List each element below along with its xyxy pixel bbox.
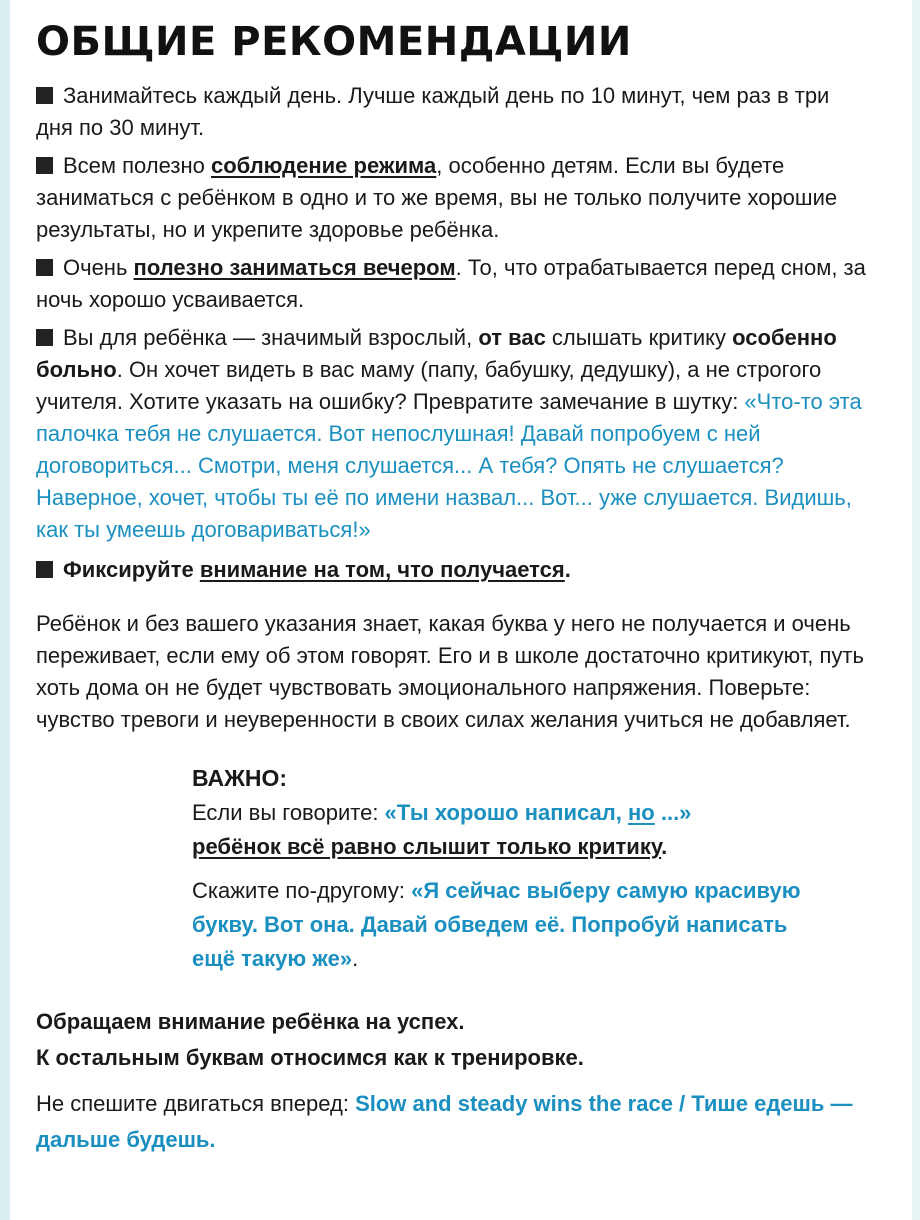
proverb: Slow and steady wins the race / Тише едешь — дальше будешь. — [36, 1091, 853, 1152]
important-header: ВАЖНО: — [192, 765, 288, 791]
page-edge-right — [912, 0, 920, 1220]
explanation-paragraph: Ребёнок и без вашего указания знает, какая буква у него не получается и очень переживает, если ему об этом говорят. Его и в школе достаточно критикуют, путь хоть дома он не будет чувствовать эмоционального напряжения. Поверьте: чувство тревоги и неуверенности в своих силах желания учиться не добавляет. — [36, 611, 864, 732]
emphasis-routine: соблюдение режима — [210, 153, 437, 178]
recommendation-evening: Очень полезно заниматься вечером. То, что отрабатывается перед сном, за ночь хорошо усваивается. — [36, 255, 866, 312]
emphasis-focus: внимание на том, что получается — [199, 557, 565, 582]
square-bullet-icon — [36, 87, 53, 104]
important-line-2: ребёнок всё равно слышит только критику. — [192, 834, 668, 859]
important-block — [192, 760, 870, 976]
page-edge-left — [0, 0, 10, 1220]
square-bullet-icon — [36, 561, 53, 578]
final-line-3: Не спешите двигаться вперед: Slow and steady wins the race / Тише едешь — дальше будешь. — [36, 1091, 853, 1152]
final-block — [36, 1004, 870, 1158]
page-title: ОБЩИЕ РЕКОМЕНДАЦИИ — [36, 19, 632, 65]
recommendation-routine: Всем полезно соблюдение режима, особенно детям. Если вы будете заниматься с ребёнком в одно и то же время, вы не только получите хорошие результаты, но и укрепите здоровье ребёнка. — [36, 153, 838, 242]
joke-quote: «Что-то эта палочка тебя не слушается. Вот непослушная! Давай попробуем с ней договориться... Смотри, меня слушается... А тебя? Опять не слушается? Наверное, хочет, чтобы ты её по имени назвал... Вот... уже слушается. Видишь, как ты умеешь договариваться!» — [36, 389, 862, 542]
final-line-2: К остальным буквам относимся как к тренировке. — [36, 1045, 584, 1070]
final-line-1: Обращаем внимание ребёнка на успех. — [36, 1009, 465, 1034]
recommendation-criticism: Вы для ребёнка — значимый взрослый, от вас слышать критику особенно больно. Он хочет видеть в вас маму (папу, бабушку, дедушку), а не строгого учителя. Хотите указать на ошибку? Превратите замечание в шутку: «Что-то эта палочка тебя не слушается. Вот непослушная! Давай попробуем с ней договориться... Смотри, меня слушается... А тебя? Опять не слушается? Наверное, хочет, чтобы ты её по имени назвал... Вот... уже слушается. Видишь, как ты умеешь договариваться!» — [36, 325, 862, 542]
recommendation-daily: Занимайтесь каждый день. Лучше каждый день по 10 минут, чем раз в три дня по 30 минут. — [36, 83, 830, 140]
square-bullet-icon — [36, 157, 53, 174]
recommendation-focus: Фиксируйте внимание на том, что получается. — [36, 554, 870, 586]
square-bullet-icon — [36, 259, 53, 276]
important-line-1: Если вы говорите: «Ты хорошо написал, но ...» — [192, 800, 692, 825]
square-bullet-icon — [36, 329, 53, 346]
spacer — [36, 592, 870, 608]
emphasis-evening: полезно заниматься вечером — [133, 255, 456, 280]
important-line-3: Скажите по-другому: «Я сейчас выберу самую красивую букву. Вот она. Давай обведем её. Попробуй написать ещё такую же». — [192, 878, 801, 971]
